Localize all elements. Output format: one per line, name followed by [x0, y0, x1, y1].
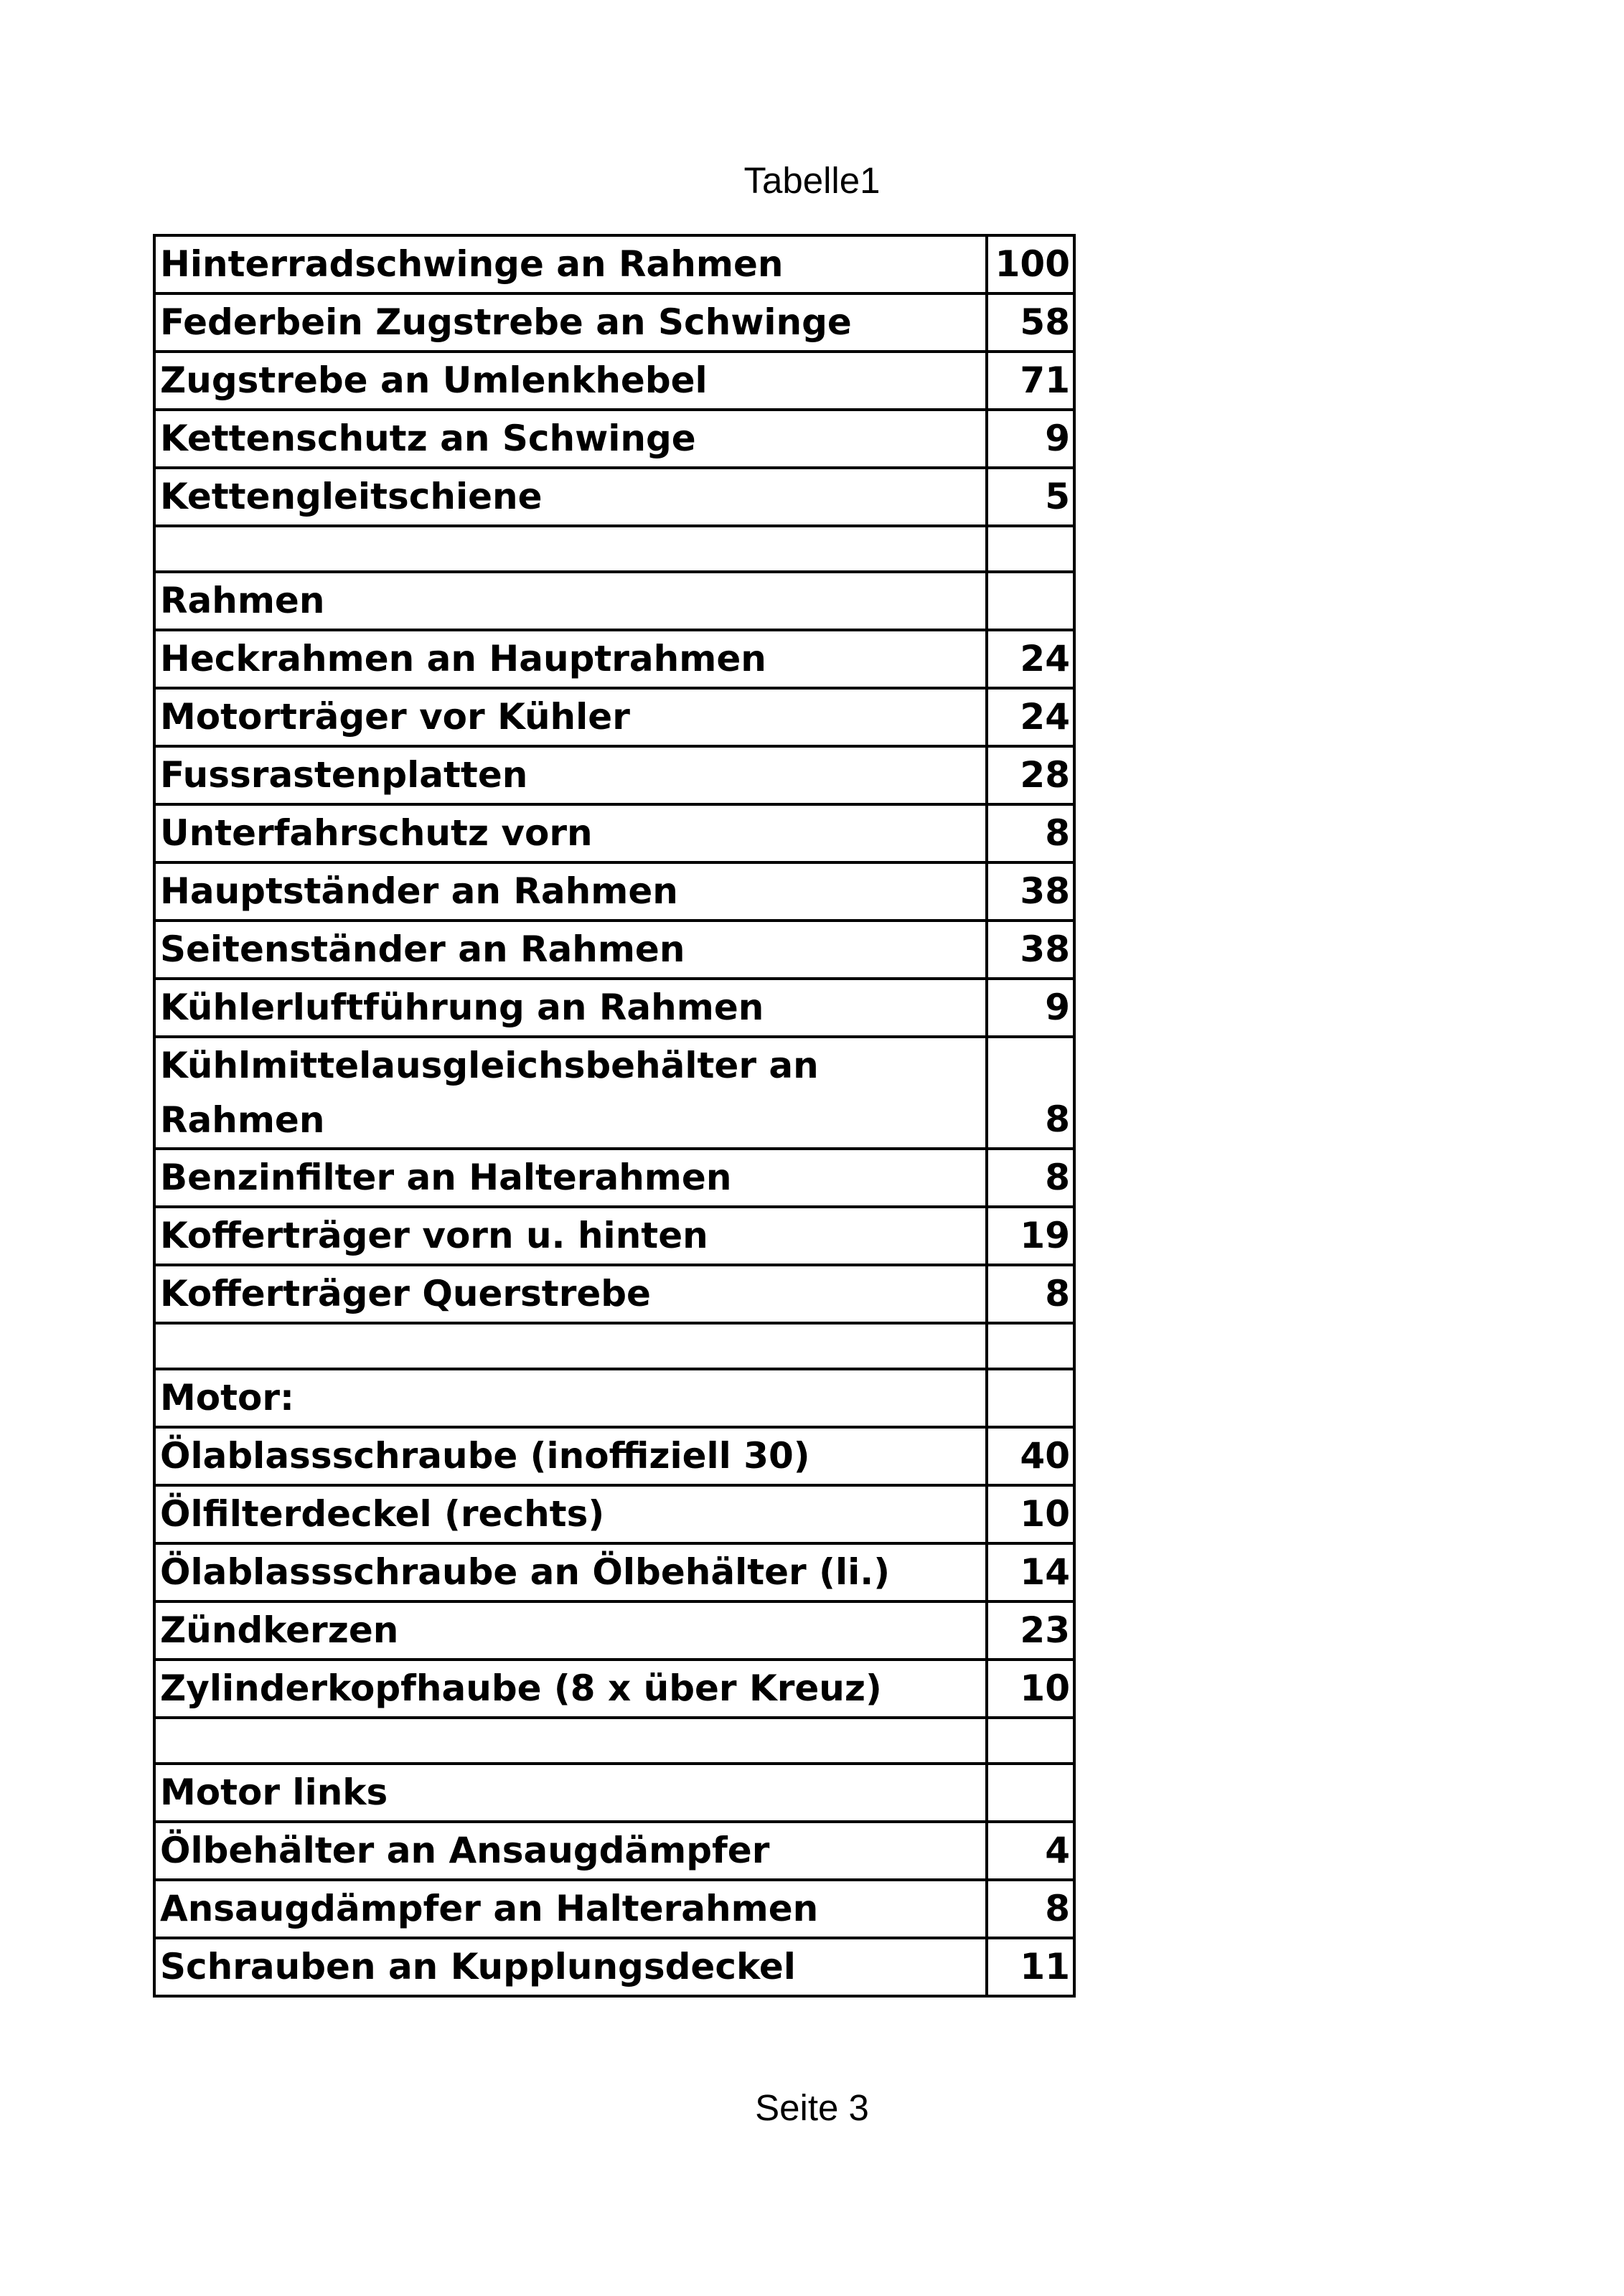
row-label: Kofferträger vorn u. hinten [154, 1207, 987, 1265]
table-row [154, 804, 1074, 862]
table-row [154, 1601, 1074, 1660]
row-value [987, 1718, 1074, 1764]
row-value: 5 [987, 468, 1074, 526]
table-row [154, 862, 1074, 921]
table-row [154, 921, 1074, 979]
page-number: Seite 3 [755, 2087, 869, 2128]
table-row [154, 352, 1074, 410]
table-row [154, 1207, 1074, 1265]
row-value: 14 [987, 1543, 1074, 1601]
row-label [154, 1718, 987, 1764]
row-label: Ölbehälter an Ansaugdämpfer [154, 1822, 987, 1880]
row-label: Fussrastenplatten [154, 746, 987, 804]
row-value [987, 1369, 1074, 1427]
table-row [154, 1427, 1074, 1485]
table-row-empty [154, 1323, 1074, 1369]
row-value: 23 [987, 1601, 1074, 1660]
row-label: Ansaugdämpfer an Halterahmen [154, 1880, 987, 1938]
row-label: Heckrahmen an Hauptrahmen [154, 630, 987, 688]
table-row [154, 235, 1074, 293]
section-heading: Rahmen [154, 572, 987, 630]
sheet-title: Tabelle1 [743, 160, 881, 201]
table-row [154, 1543, 1074, 1601]
row-value [987, 572, 1074, 630]
row-label: Schrauben an Kupplungsdeckel [154, 1938, 987, 1996]
row-label: Federbein Zugstrebe an Schwinge [154, 293, 987, 352]
table-row [154, 410, 1074, 468]
row-value: 28 [987, 746, 1074, 804]
row-value: 8 [987, 1880, 1074, 1938]
row-value: 8 [987, 1265, 1074, 1323]
row-value: 40 [987, 1427, 1074, 1485]
row-value: 71 [987, 352, 1074, 410]
row-value [987, 1764, 1074, 1822]
table-row [154, 293, 1074, 352]
row-label [154, 1323, 987, 1369]
row-value: 11 [987, 1938, 1074, 1996]
row-value: 8 [987, 804, 1074, 862]
row-label: Zugstrebe an Umlenkhebel [154, 352, 987, 410]
row-value: 24 [987, 630, 1074, 688]
table-row [154, 1265, 1074, 1323]
row-label: Ölablassschraube (inoffiziell 30) [154, 1427, 987, 1485]
row-value: 10 [987, 1485, 1074, 1543]
row-label: Zündkerzen [154, 1601, 987, 1660]
table-row-section [154, 1369, 1074, 1427]
table-row [154, 1660, 1074, 1718]
row-label: Kühlerluftführung an Rahmen [154, 979, 987, 1037]
row-label [154, 526, 987, 572]
row-label: Hinterradschwinge an Rahmen [154, 235, 987, 293]
row-value: 8 [987, 1037, 1074, 1149]
table-row [154, 979, 1074, 1037]
table-row-empty [154, 1718, 1074, 1764]
row-label: Kettenschutz an Schwinge [154, 410, 987, 468]
row-value [987, 1323, 1074, 1369]
row-value: 4 [987, 1822, 1074, 1880]
row-label: Hauptständer an Rahmen [154, 862, 987, 921]
row-label: Unterfahrschutz vorn [154, 804, 987, 862]
row-value [987, 526, 1074, 572]
table-row [154, 468, 1074, 526]
row-value: 58 [987, 293, 1074, 352]
row-label: Zylinderkopfhaube (8 x über Kreuz) [154, 1660, 987, 1718]
row-value: 19 [987, 1207, 1074, 1265]
table-row [154, 1880, 1074, 1938]
row-value: 9 [987, 410, 1074, 468]
row-value: 24 [987, 688, 1074, 746]
row-label: Ölablassschraube an Ölbehälter (li.) [154, 1543, 987, 1601]
table-row [154, 1938, 1074, 1996]
section-heading: Motor: [154, 1369, 987, 1427]
section-heading: Motor links [154, 1764, 987, 1822]
table-row [154, 688, 1074, 746]
torque-table [153, 234, 1076, 1998]
row-value: 10 [987, 1660, 1074, 1718]
row-value: 100 [987, 235, 1074, 293]
table-row [154, 1485, 1074, 1543]
table-row-empty [154, 526, 1074, 572]
row-label: Benzinfilter an Halterahmen [154, 1149, 987, 1207]
row-label: Seitenständer an Rahmen [154, 921, 987, 979]
table-row [154, 746, 1074, 804]
row-label: Kühlmittelausgleichsbehälter an Rahmen [154, 1037, 987, 1149]
row-value: 38 [987, 862, 1074, 921]
table-row-section [154, 1764, 1074, 1822]
row-value: 38 [987, 921, 1074, 979]
row-value: 9 [987, 979, 1074, 1037]
row-value: 8 [987, 1149, 1074, 1207]
table-row [154, 630, 1074, 688]
row-label: Motorträger vor Kühler [154, 688, 987, 746]
row-label: Kofferträger Querstrebe [154, 1265, 987, 1323]
table-row [154, 1037, 1074, 1149]
table-row [154, 1822, 1074, 1880]
table-row [154, 1149, 1074, 1207]
table-row-section [154, 572, 1074, 630]
row-label: Ölfilterdeckel (rechts) [154, 1485, 987, 1543]
row-label: Kettengleitschiene [154, 468, 987, 526]
